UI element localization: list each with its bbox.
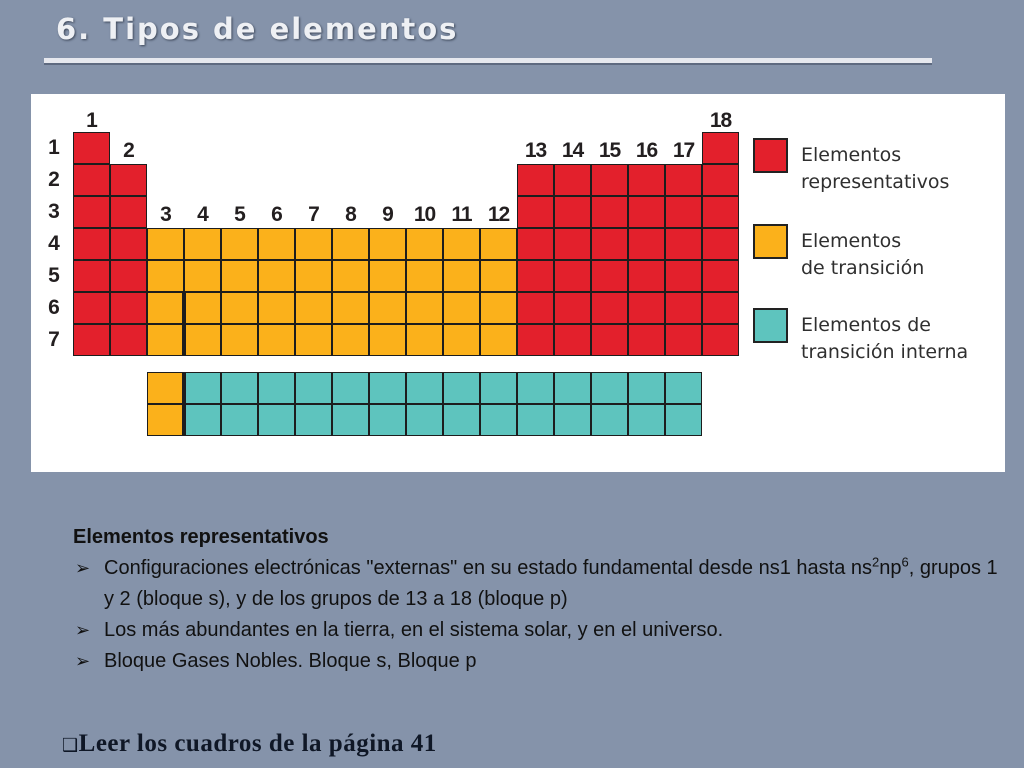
element-cell (332, 372, 369, 404)
element-cell (702, 292, 739, 324)
section-heading: Elementos representativos (73, 526, 329, 548)
period-label: 4 (48, 232, 60, 255)
element-cell (295, 228, 332, 260)
element-cell (443, 324, 480, 356)
group-label: 1 (86, 109, 97, 132)
element-cell (184, 372, 221, 404)
element-cell (221, 228, 258, 260)
element-cell (147, 404, 184, 436)
element-cell (147, 260, 184, 292)
element-cell (258, 324, 295, 356)
legend-line: Elementos (801, 230, 902, 252)
element-cell (702, 228, 739, 260)
group-label: 13 (524, 139, 547, 162)
element-cell (517, 292, 554, 324)
element-cell (110, 324, 147, 356)
group-label: 3 (160, 203, 171, 226)
element-cell (73, 260, 110, 292)
bullet-text: Configuraciones electrónicas "externas" en su estado fundamental desde ns1 hasta ns (104, 557, 873, 579)
element-cell (554, 228, 591, 260)
element-cell (332, 324, 369, 356)
element-cell (406, 372, 443, 404)
element-cell (332, 404, 369, 436)
element-cell (443, 292, 480, 324)
element-cell (628, 372, 665, 404)
element-cell (591, 292, 628, 324)
element-cell (258, 228, 295, 260)
group-label: 7 (308, 203, 319, 226)
element-cell (591, 228, 628, 260)
superscript: 2 (872, 554, 880, 570)
element-cell (554, 196, 591, 228)
element-cell (665, 404, 702, 436)
element-cell (184, 228, 221, 260)
element-cell (443, 260, 480, 292)
element-cell (184, 324, 221, 356)
element-cell (406, 404, 443, 436)
element-cell (591, 372, 628, 404)
element-cell (184, 292, 221, 324)
element-cell (147, 324, 184, 356)
element-cell (332, 260, 369, 292)
element-cell (554, 164, 591, 196)
element-cell (221, 260, 258, 292)
element-cell (517, 196, 554, 228)
element-cell (480, 260, 517, 292)
element-cell (554, 404, 591, 436)
bullet-item (73, 553, 1003, 615)
bullet-item (73, 646, 1003, 677)
legend-line: Elementos de (801, 314, 931, 336)
element-cell (221, 324, 258, 356)
group-label: 18 (709, 109, 732, 132)
element-cell (184, 404, 221, 436)
arrow-bullet-icon: ➢ (75, 620, 91, 640)
periodic-table-figure (31, 94, 1005, 472)
bullet-text: , grupos 1 y 2 (bloque s), y de los grupos de 13 a 18 (bloque p) (104, 557, 998, 610)
element-cell (628, 260, 665, 292)
element-cell (665, 196, 702, 228)
group-label: 8 (345, 203, 356, 226)
element-cell (591, 260, 628, 292)
period-label: 5 (48, 264, 60, 287)
element-cell (480, 292, 517, 324)
element-cell (665, 164, 702, 196)
legend-text-transicion-interna (801, 312, 968, 366)
element-cell (628, 292, 665, 324)
element-cell (628, 404, 665, 436)
element-cell (665, 292, 702, 324)
footer-note (62, 730, 437, 758)
element-cell (628, 228, 665, 260)
element-cell (147, 372, 184, 404)
checkbox-bullet-icon: ❑ (62, 735, 79, 756)
element-cell (369, 228, 406, 260)
element-cell (406, 324, 443, 356)
element-cell (110, 196, 147, 228)
group-label: 4 (197, 203, 208, 226)
element-cell (110, 164, 147, 196)
element-cell (221, 404, 258, 436)
element-cell (443, 228, 480, 260)
element-cell (480, 372, 517, 404)
element-cell (73, 292, 110, 324)
element-cell (628, 164, 665, 196)
period-label: 6 (48, 296, 60, 319)
legend-line: transición interna (801, 341, 969, 363)
element-cell (702, 164, 739, 196)
bullet-text: np (879, 557, 902, 579)
element-cell (517, 228, 554, 260)
group-label: 10 (413, 203, 436, 226)
element-cell (369, 404, 406, 436)
legend-text-representativos (801, 142, 949, 196)
group-label: 16 (635, 139, 658, 162)
element-cell (591, 404, 628, 436)
element-cell (73, 324, 110, 356)
element-cell (258, 404, 295, 436)
element-cell (665, 372, 702, 404)
block-separator (182, 292, 186, 356)
element-cell (554, 260, 591, 292)
element-cell (591, 196, 628, 228)
element-cell (665, 228, 702, 260)
element-cell (147, 228, 184, 260)
legend-line: de transición (801, 257, 925, 279)
legend-swatch-representativos (753, 138, 788, 173)
bullet-text: Bloque Gases Nobles. Bloque s, Bloque p (104, 650, 477, 672)
element-cell (295, 372, 332, 404)
element-cell (369, 372, 406, 404)
arrow-bullet-icon: ➢ (75, 558, 91, 578)
element-cell (517, 372, 554, 404)
superscript: 6 (901, 554, 909, 570)
element-cell (221, 292, 258, 324)
element-cell (628, 196, 665, 228)
element-cell (332, 292, 369, 324)
period-label: 2 (48, 168, 60, 191)
element-cell (369, 292, 406, 324)
element-cell (369, 324, 406, 356)
bullet-text: Los más abundantes en la tierra, en el sistema solar, y en el universo. (104, 619, 724, 641)
element-cell (591, 164, 628, 196)
element-cell (517, 324, 554, 356)
element-cell (332, 228, 369, 260)
element-cell (517, 260, 554, 292)
element-cell (406, 292, 443, 324)
legend-line: Elementos (801, 144, 902, 166)
element-cell (147, 292, 184, 324)
element-cell (443, 372, 480, 404)
group-label: 6 (271, 203, 282, 226)
element-cell (221, 372, 258, 404)
element-cell (480, 228, 517, 260)
element-cell (110, 260, 147, 292)
element-cell (295, 292, 332, 324)
element-cell (110, 228, 147, 260)
element-cell (406, 260, 443, 292)
element-cell (554, 324, 591, 356)
element-cell (517, 164, 554, 196)
arrow-bullet-icon: ➢ (75, 651, 91, 671)
element-cell (295, 404, 332, 436)
footer-text: Leer los cuadros de la página 41 (78, 730, 437, 757)
element-cell (702, 324, 739, 356)
group-label: 11 (451, 203, 472, 226)
element-cell (258, 292, 295, 324)
element-cell (554, 372, 591, 404)
legend-swatch-transicion-interna (753, 308, 788, 343)
period-label: 3 (48, 200, 60, 223)
period-label: 7 (48, 328, 60, 351)
element-cell (73, 196, 110, 228)
element-cell (73, 132, 110, 164)
period-label: 1 (48, 136, 60, 159)
element-cell (295, 260, 332, 292)
group-label: 17 (672, 139, 695, 162)
bullet-item (73, 615, 1003, 646)
element-cell (628, 324, 665, 356)
element-cell (665, 324, 702, 356)
element-cell (73, 164, 110, 196)
group-label: 12 (487, 203, 510, 226)
legend-swatch-transicion (753, 224, 788, 259)
element-cell (517, 404, 554, 436)
element-cell (369, 260, 406, 292)
legend-text-transicion (801, 228, 924, 282)
title-underline (44, 58, 932, 65)
element-cell (480, 324, 517, 356)
group-label: 2 (123, 139, 134, 162)
element-cell (591, 324, 628, 356)
element-cell (665, 260, 702, 292)
element-cell (184, 260, 221, 292)
slide-title: 6. Tipos de elementos (56, 12, 459, 46)
element-cell (702, 196, 739, 228)
group-label: 14 (561, 139, 584, 162)
group-label: 15 (598, 139, 621, 162)
element-cell (110, 292, 147, 324)
element-cell (406, 228, 443, 260)
legend-line: representativos (801, 171, 950, 193)
group-label: 5 (234, 203, 245, 226)
element-cell (443, 404, 480, 436)
element-cell (480, 404, 517, 436)
content-text (73, 522, 1003, 677)
element-cell (295, 324, 332, 356)
element-cell (73, 228, 110, 260)
element-cell (702, 132, 739, 164)
group-label: 9 (382, 203, 393, 226)
element-cell (258, 260, 295, 292)
element-cell (554, 292, 591, 324)
block-separator (182, 372, 186, 436)
element-cell (258, 372, 295, 404)
element-cell (702, 260, 739, 292)
